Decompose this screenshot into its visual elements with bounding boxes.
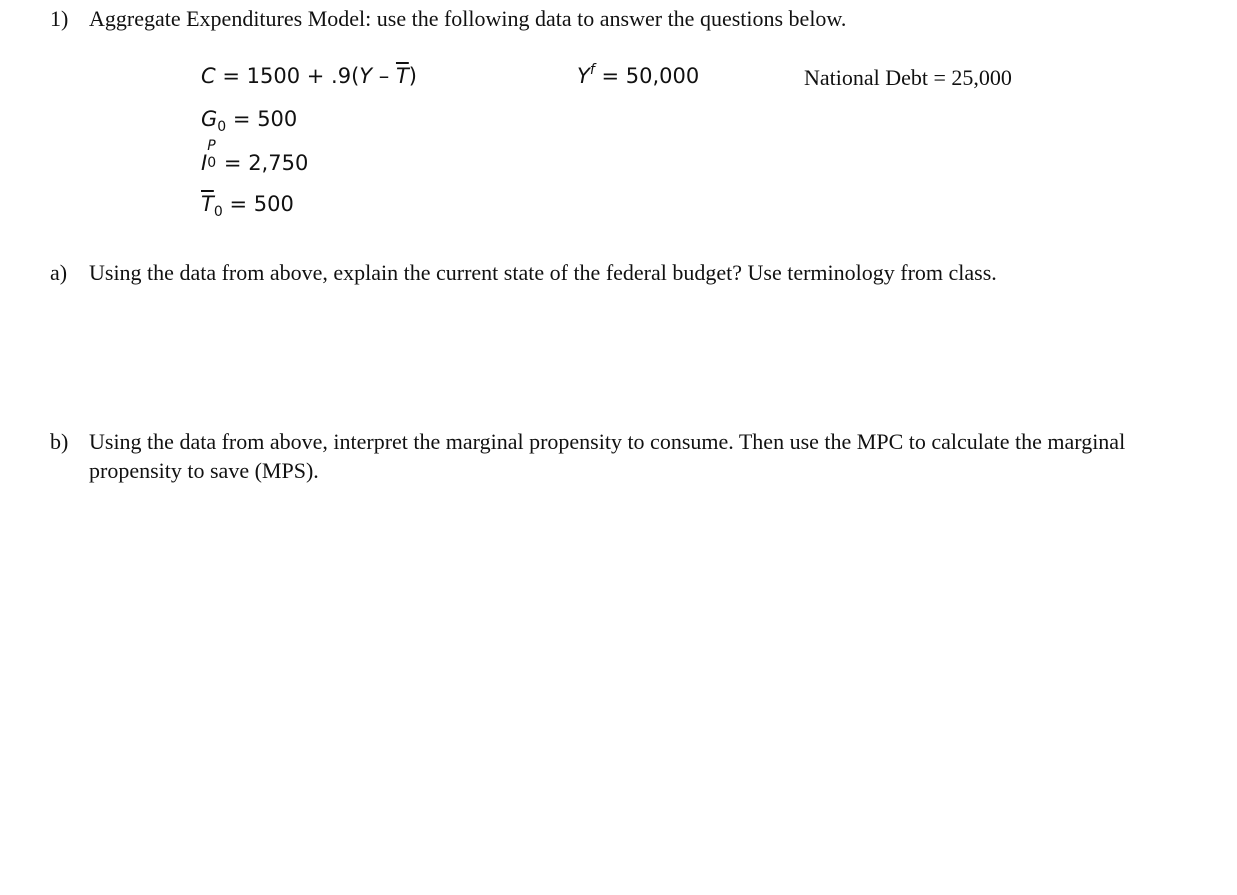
national-debt: National Debt = 25,000 (804, 65, 1012, 90)
question-1-title: Aggregate Expenditures Model: use the following data to answer the questions below. (89, 6, 847, 31)
consumption-function: $C = 1500 + .9(Y - \overline{T})$ (201, 64, 417, 88)
investment-scripts: P 0 (207, 138, 217, 171)
part-a-label: a) (50, 260, 68, 285)
government-spending: $G_0 = 500$ (201, 107, 298, 135)
taxes: $\overline{T}_0 = 500$ (201, 192, 294, 220)
question-1-number: 1) (50, 6, 69, 31)
part-b-label: b) (50, 429, 69, 454)
full-employment-output: $Y^f = 50,000$ (577, 62, 700, 88)
planned-investment: I P 0 = 2,750 (201, 138, 309, 175)
part-a-question: Using the data from above, explain the current state of the federal budget? Use terminology from class. (89, 260, 997, 285)
part-b-question: Using the data from above, interpret the marginal propensity to consume. Then use the MPC to calculate the marginal propensity to save (MPS). (89, 429, 1126, 483)
